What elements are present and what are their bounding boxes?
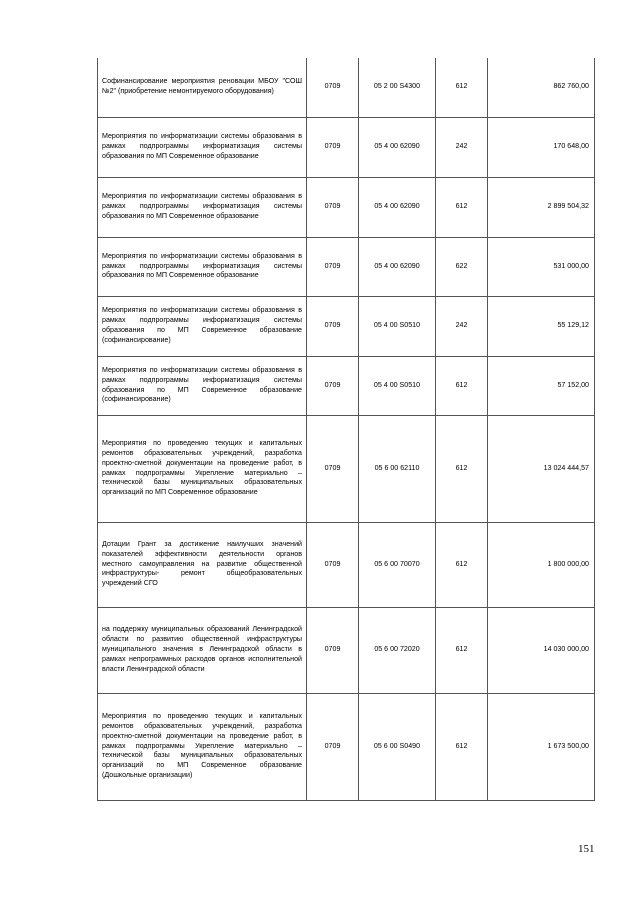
row-amount: 55 129,12	[488, 296, 595, 356]
row-target-article: 05 4 00 62090	[359, 237, 436, 296]
row-section-code: 0709	[307, 296, 359, 356]
row-expense-type: 242	[436, 296, 488, 356]
row-expense-type: 612	[436, 356, 488, 415]
row-expense-type: 612	[436, 693, 488, 800]
row-description: Дотации Грант за достижение наилучших значений показателей эффективности деятельности органов местного самоуправления на развитие общественной инфраструктуры- ремонт общеобразовательных учреждений СГО	[98, 522, 307, 607]
table-row	[98, 522, 595, 607]
row-amount: 2 899 504,32	[488, 177, 595, 237]
row-target-article: 05 6 00 62110	[359, 415, 436, 522]
row-target-article: 05 4 00 S0510	[359, 356, 436, 415]
row-expense-type: 612	[436, 522, 488, 607]
row-expense-type: 612	[436, 177, 488, 237]
row-target-article: 05 6 00 S0490	[359, 693, 436, 800]
row-expense-type: 612	[436, 607, 488, 693]
table-row	[98, 58, 595, 117]
row-expense-type: 622	[436, 237, 488, 296]
table-row	[98, 356, 595, 415]
table-row	[98, 415, 595, 522]
row-target-article: 05 4 00 62090	[359, 177, 436, 237]
row-amount: 13 024 444,57	[488, 415, 595, 522]
row-section-code: 0709	[307, 607, 359, 693]
row-description: Мероприятия по информатизации системы образования в рамках подпрограммы информатизация системы образования по МП Современное образование (софинансирование)	[98, 296, 307, 356]
row-expense-type: 612	[436, 415, 488, 522]
row-amount: 862 760,00	[488, 58, 595, 117]
table-row	[98, 177, 595, 237]
table-row	[98, 117, 595, 177]
row-description: Мероприятия по информатизации системы образования в рамках подпрограммы информатизация системы образования по МП Современное образование	[98, 237, 307, 296]
table-row	[98, 237, 595, 296]
row-description: Мероприятия по информатизации системы образования в рамках подпрограммы информатизация системы образования по МП Современное образование	[98, 177, 307, 237]
row-expense-type: 242	[436, 117, 488, 177]
page-number: 151	[578, 843, 595, 855]
row-section-code: 0709	[307, 58, 359, 117]
row-description: Мероприятия по информатизации системы образования в рамках подпрограммы информатизация системы образования по МП Современное образование	[98, 117, 307, 177]
table-row	[98, 296, 595, 356]
row-amount: 1 673 500,00	[488, 693, 595, 800]
budget-table	[97, 58, 595, 801]
table-row	[98, 607, 595, 693]
row-target-article: 05 4 00 S0510	[359, 296, 436, 356]
row-section-code: 0709	[307, 177, 359, 237]
row-section-code: 0709	[307, 117, 359, 177]
row-section-code: 0709	[307, 356, 359, 415]
row-description: Мероприятия по проведению текущих и капитальных ремонтов образовательных учреждений, разработка проектно-сметной документации на проведение работ, в рамках подпрограммы Укрепление материально – технической базы муниципальных образовательных организаций по МП Современное образование (Дошкольные организации)	[98, 693, 307, 800]
budget-table-body	[98, 58, 595, 800]
row-target-article: 05 4 00 62090	[359, 117, 436, 177]
row-description: на поддержку муниципальных образований Ленинградской области по развитию общественной инфраструктуры муниципального значения в Ленинградской области в рамках непрограммных расходов органов исполнительной власти Ленинградской области	[98, 607, 307, 693]
row-section-code: 0709	[307, 237, 359, 296]
row-expense-type: 612	[436, 58, 488, 117]
row-section-code: 0709	[307, 693, 359, 800]
row-target-article: 05 6 00 70070	[359, 522, 436, 607]
row-amount: 1 800 000,00	[488, 522, 595, 607]
row-section-code: 0709	[307, 522, 359, 607]
row-section-code: 0709	[307, 415, 359, 522]
row-target-article: 05 2 00 S4300	[359, 58, 436, 117]
row-description: Мероприятия по проведению текущих и капитальных ремонтов образовательных учреждений, разработка проектно-сметной документации на проведение работ, в рамках подпрограммы Укрепление материально – технической базы муниципальных образовательных организаций по МП Современное образование	[98, 415, 307, 522]
row-target-article: 05 6 00 72020	[359, 607, 436, 693]
table-row	[98, 693, 595, 800]
row-description: Софинансирование мероприятия реновации МБОУ "СОШ №2" (приобретение немонтируемого оборудования)	[98, 58, 307, 117]
row-description: Мероприятия по информатизации системы образования в рамках подпрограммы информатизация системы образования по МП Современное образование (софинансирование)	[98, 356, 307, 415]
row-amount: 57 152,00	[488, 356, 595, 415]
row-amount: 531 000,00	[488, 237, 595, 296]
row-amount: 14 030 000,00	[488, 607, 595, 693]
row-amount: 170 648,00	[488, 117, 595, 177]
